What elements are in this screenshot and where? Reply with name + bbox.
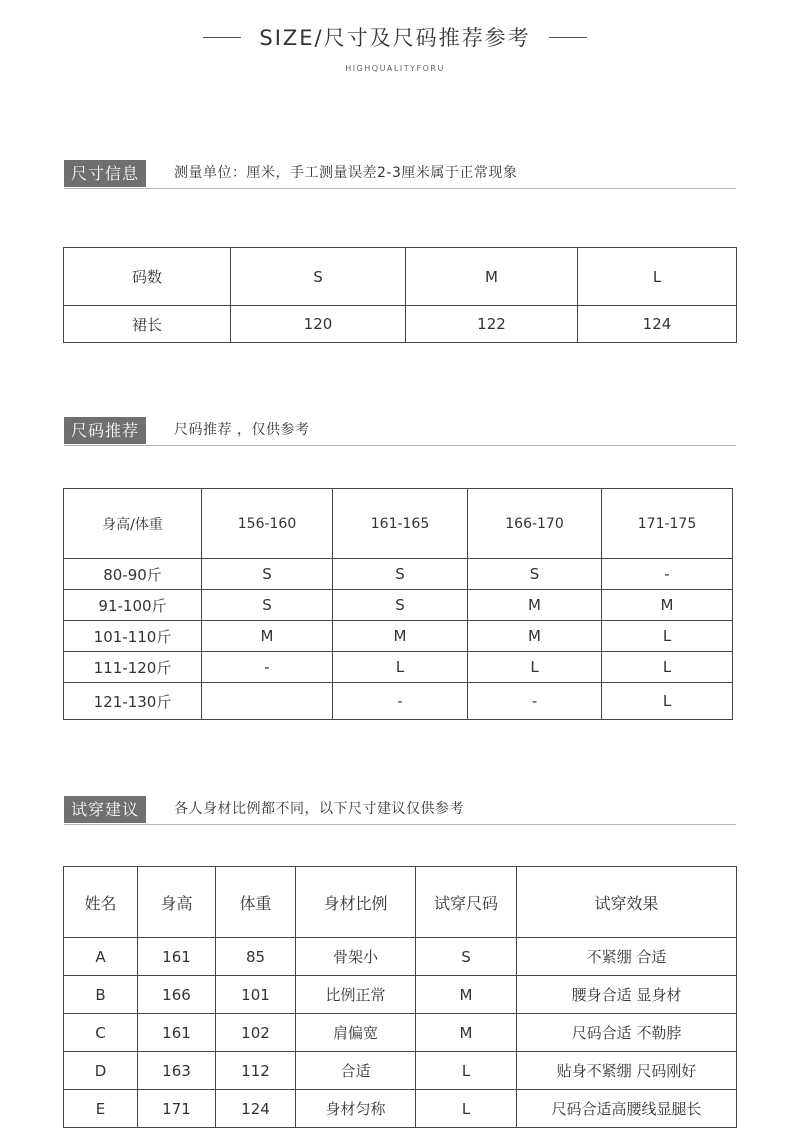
header-cell: 码数 (64, 248, 231, 306)
table-cell: 112 (216, 1052, 296, 1090)
table-cell: L (468, 652, 602, 683)
table-cell: 尺码合适高腰线显腿长 (517, 1090, 737, 1128)
page-title-wrap (185, 22, 604, 52)
table-cell (202, 683, 333, 720)
section-tag: 试穿建议 (64, 796, 146, 823)
table-cell: L (416, 1052, 517, 1090)
title-right-rule (549, 37, 587, 38)
row-label-cell: 裙长 (64, 306, 231, 343)
table-cell: 171 (138, 1090, 216, 1128)
table-cell: 124 (216, 1090, 296, 1128)
row-label-cell: 121-130斤 (64, 683, 202, 720)
size-info-table (63, 247, 737, 343)
table-cell: 尺码合适 不勒脖 (517, 1014, 737, 1052)
title-left-rule (203, 37, 241, 38)
table-cell: 122 (406, 306, 578, 343)
try-on-table (63, 866, 737, 1128)
header-cell: 身高 (138, 867, 216, 938)
table-cell: B (64, 976, 138, 1014)
table-cell: E (64, 1090, 138, 1128)
header-cell: 姓名 (64, 867, 138, 938)
table-cell: 124 (578, 306, 737, 343)
table-header-row (64, 867, 737, 938)
section-try-on-header (64, 796, 736, 825)
table-row (64, 621, 733, 652)
table-cell: - (468, 683, 602, 720)
table-row (64, 1014, 737, 1052)
table-cell: M (333, 621, 468, 652)
table-cell: S (202, 590, 333, 621)
table-row (64, 938, 737, 976)
header-cell: 试穿尺码 (416, 867, 517, 938)
page-title: SIZE/尺寸及尺码推荐参考 (259, 26, 531, 50)
table-cell: 腰身合适 显身材 (517, 976, 737, 1014)
table-cell: L (416, 1090, 517, 1128)
table-cell: 120 (231, 306, 406, 343)
table-cell: D (64, 1052, 138, 1090)
header-cell: 体重 (216, 867, 296, 938)
table-cell: 贴身不紧绷 尺码刚好 (517, 1052, 737, 1090)
table-cell: M (602, 590, 733, 621)
row-label-cell: 80-90斤 (64, 559, 202, 590)
section-size-recommend-header (64, 417, 736, 446)
row-label-cell: 91-100斤 (64, 590, 202, 621)
table-cell: 163 (138, 1052, 216, 1090)
row-label-cell: 111-120斤 (64, 652, 202, 683)
table-cell: 身材匀称 (296, 1090, 416, 1128)
table-cell: 骨架小 (296, 938, 416, 976)
section-description: 尺码推荐 ，仅供参考 (174, 422, 310, 438)
table-cell: 85 (216, 938, 296, 976)
table-cell: S (333, 590, 468, 621)
table-cell: 161 (138, 1014, 216, 1052)
section-description: 测量单位：厘米，手工测量误差2-3厘米属于正常现象 (174, 165, 518, 181)
table-cell: M (416, 1014, 517, 1052)
table-row (64, 683, 733, 720)
table-row (64, 976, 737, 1014)
table-cell: 比例正常 (296, 976, 416, 1014)
table-header-row (64, 248, 737, 306)
table-row (64, 590, 733, 621)
section-tag: 尺码推荐 (64, 417, 146, 444)
page-header (0, 22, 790, 52)
table-cell: 101 (216, 976, 296, 1014)
table-cell: A (64, 938, 138, 976)
table-cell: L (333, 652, 468, 683)
header-cell: 161-165 (333, 489, 468, 559)
header-cell: L (578, 248, 737, 306)
table-cell: - (333, 683, 468, 720)
header-cell: 试穿效果 (517, 867, 737, 938)
section-tag: 尺寸信息 (64, 160, 146, 187)
table-cell: L (602, 621, 733, 652)
table-cell: 合适 (296, 1052, 416, 1090)
page-subtitle: HIGHQUALITYFORU (345, 64, 445, 73)
table-header-row (64, 489, 733, 559)
table-cell: M (202, 621, 333, 652)
size-recommend-table (63, 488, 733, 720)
header-cell: S (231, 248, 406, 306)
table-cell: 102 (216, 1014, 296, 1052)
header-cell: M (406, 248, 578, 306)
table-cell: 不紧绷 合适 (517, 938, 737, 976)
table-row (64, 1090, 737, 1128)
table-row (64, 559, 733, 590)
table-row (64, 1052, 737, 1090)
table-cell: 166 (138, 976, 216, 1014)
header-cell: 166-170 (468, 489, 602, 559)
table-cell: M (416, 976, 517, 1014)
table-cell: S (468, 559, 602, 590)
table-row (64, 306, 737, 343)
table-cell: - (602, 559, 733, 590)
table-cell: L (602, 652, 733, 683)
table-row (64, 652, 733, 683)
row-label-cell: 101-110斤 (64, 621, 202, 652)
section-description: 各人身材比例都不同，以下尺寸建议仅供参考 (174, 801, 464, 817)
section-size-info-header (64, 160, 736, 189)
header-cell: 156-160 (202, 489, 333, 559)
table-cell: - (202, 652, 333, 683)
table-cell: C (64, 1014, 138, 1052)
table-cell: M (468, 621, 602, 652)
table-cell: S (333, 559, 468, 590)
header-cell: 171-175 (602, 489, 733, 559)
table-cell: S (416, 938, 517, 976)
table-cell: S (202, 559, 333, 590)
table-cell: 161 (138, 938, 216, 976)
table-cell: M (468, 590, 602, 621)
table-cell: 肩偏宽 (296, 1014, 416, 1052)
table-cell: L (602, 683, 733, 720)
header-cell: 身材比例 (296, 867, 416, 938)
header-cell: 身高/体重 (64, 489, 202, 559)
